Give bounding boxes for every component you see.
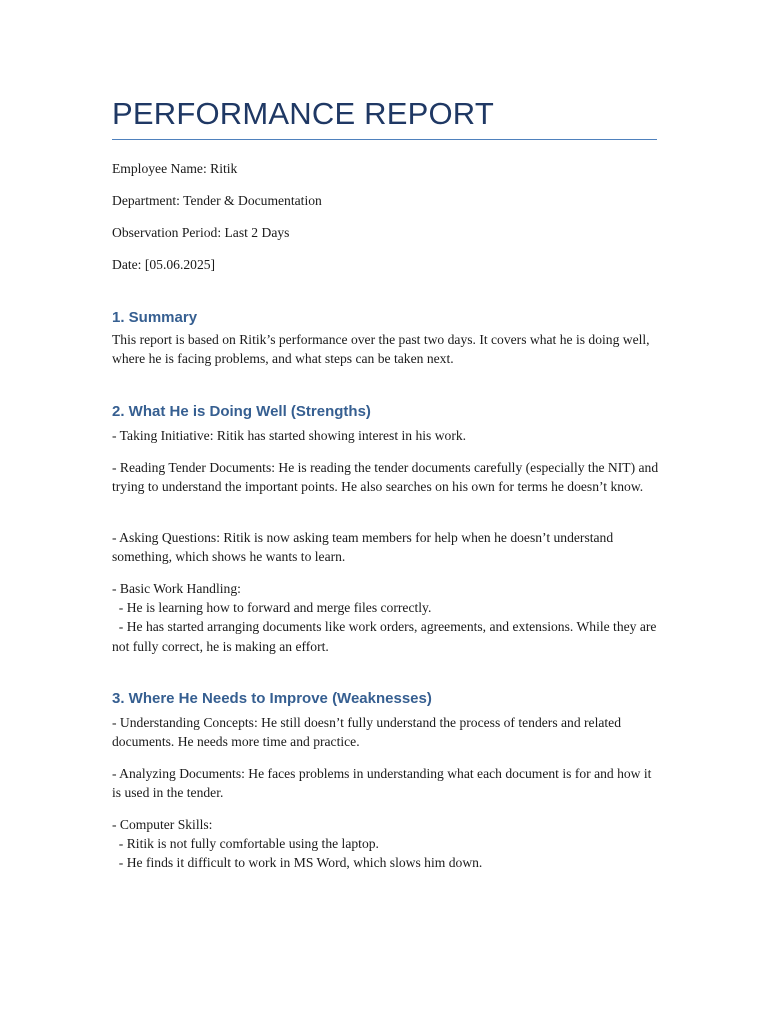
weakness-concepts: - Understanding Concepts: He still doesn’t fully understand the process of tenders and related documents. He needs more time and practice. [112, 715, 622, 750]
strengths-heading: 2. What He is Doing Well (Strengths) [112, 403, 371, 420]
basic-work-item: - He is learning how to forward and merge files correctly. [112, 600, 432, 616]
employee-name: Employee Name: Ritik [112, 161, 238, 176]
computer-skills-item: - He finds it difficult to work in MS Word, which slows him down. [112, 855, 483, 871]
basic-work-title: - Basic Work Handling: [112, 581, 241, 596]
computer-skills-item: - Ritik is not fully comfortable using the laptop. [112, 836, 379, 852]
strength-questions: - Asking Questions: Ritik is now asking team members for help when he doesn’t understand something, which shows he wants to learn. [112, 530, 614, 565]
strength-reading: - Reading Tender Documents: He is reading the tender documents carefully (especially the NIT) and trying to understand the important points. He also searches on his own for terms he doesn’t know. [112, 460, 659, 495]
title-rule [112, 139, 657, 140]
report-date: Date: [05.06.2025] [112, 257, 216, 272]
department: Department: Tender & Documentation [112, 193, 322, 208]
summary-text: This report is based on Ritik’s performance over the past two days. It covers what he is doing well, where he is facing problems, and what steps can be taken next. [112, 332, 650, 367]
weakness-analyzing: - Analyzing Documents: He faces problems in understanding what each document is for and how it is used in the tender. [112, 766, 652, 801]
page-title: PERFORMANCE REPORT [112, 96, 494, 131]
computer-skills-title: - Computer Skills: [112, 817, 213, 832]
basic-work-item: - He has started arranging documents like work orders, agreements, and extensions. While they are not fully correct, he is making an effort. [112, 619, 660, 654]
summary-heading: 1. Summary [112, 309, 198, 326]
weaknesses-heading: 3. Where He Needs to Improve (Weaknesses) [112, 690, 432, 707]
strength-initiative: - Taking Initiative: Ritik has started showing interest in his work. [112, 428, 467, 443]
weakness-computer-skills [112, 815, 660, 873]
strength-basic-work [112, 579, 660, 656]
observation-period: Observation Period: Last 2 Days [112, 225, 290, 240]
